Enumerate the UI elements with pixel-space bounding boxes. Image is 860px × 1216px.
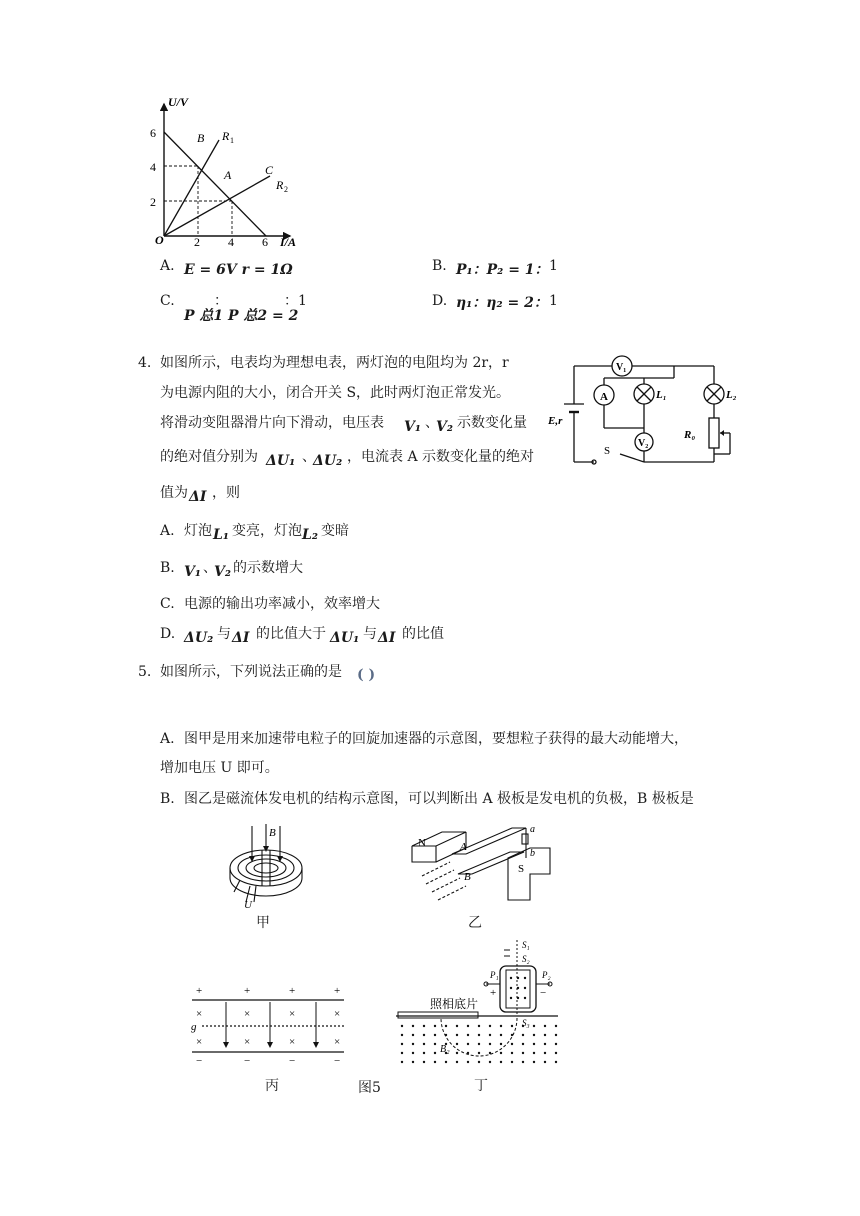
y-axis-label: U/V (168, 95, 189, 109)
q4-option-c-text: 电源的输出功率减小，效率增大 (184, 596, 380, 612)
r2-label: R (276, 178, 284, 192)
ding-s2-label: S₂ (522, 954, 530, 964)
field-dot (500, 1052, 502, 1054)
sym-v1: V₁ (184, 564, 201, 580)
r1-line (164, 140, 219, 236)
q4-option-d-text: 的比值大于 (256, 626, 326, 642)
yi-a-label: A (460, 841, 467, 853)
q5-number: 5. (138, 664, 152, 680)
svg-text:×: × (334, 1036, 341, 1048)
q4-option-a-text: 变暗 (321, 523, 349, 539)
sym-sep: 、 (302, 449, 316, 465)
yi-s-label: S (518, 863, 525, 875)
field-dot (467, 1052, 469, 1054)
ding-plus-label: + (490, 987, 497, 999)
field-dot (544, 1025, 546, 1027)
sym-di: ΔI (232, 630, 250, 646)
q3-option-a-eq: E = 6V r = 1Ω (184, 262, 293, 278)
q3-option-b-eq: P₁：P₂ = 1： (456, 262, 549, 278)
field-dot (434, 1025, 436, 1027)
field-dot (467, 1025, 469, 1027)
sym-sep: 、 (425, 415, 439, 431)
figure-caption: 图5 (358, 1080, 381, 1096)
q4-line-3a: 将滑动变阻器滑片向下滑动，电压表 (160, 415, 384, 431)
ding-p1-label: P₁ (490, 970, 499, 980)
source-label: E,r (548, 415, 563, 427)
q4-line-4b: ，电流表 A 示数变化量的绝对 (347, 449, 535, 465)
x-tick: 4 (228, 235, 234, 249)
field-dot (511, 1043, 513, 1045)
field-dot (544, 1052, 546, 1054)
q4-line-5a: 值为 (160, 485, 188, 501)
q3-option-b-label: B. (432, 258, 447, 274)
u-i-graph (140, 95, 320, 249)
svg-text:−: − (334, 1055, 341, 1067)
sym-du2: ΔU₂ (184, 630, 214, 646)
ammeter-label: A (600, 391, 608, 403)
q4-option-d-text: 的比值 (402, 626, 444, 642)
field-dot (456, 1043, 458, 1045)
ding-b-label: B₂ (440, 1044, 450, 1055)
q5-stem: 如图所示，下列说法正确的是 (160, 664, 342, 680)
r0-label: R₀ (684, 429, 696, 441)
sym-v1: V₁ (404, 419, 421, 435)
q4-line-2: 为电源内阻的大小，闭合开关 S，此时两灯泡正常发光。 (160, 385, 511, 401)
x-tick: 6 (262, 235, 268, 249)
field-dot (489, 1025, 491, 1027)
field-dot (533, 1043, 535, 1045)
yi-b-label: B (464, 871, 471, 883)
field-dot (489, 1052, 491, 1054)
q5-option-a-label: A. (160, 731, 175, 747)
q5-option-b-label: B. (160, 791, 175, 807)
cyclotron-figure (222, 820, 312, 910)
ding-p2-label: P₂ (542, 970, 551, 980)
field-dot (489, 1061, 491, 1063)
q4-option-a-text: 灯泡 (184, 523, 212, 539)
q4-option-d-label: D. (160, 626, 176, 642)
x-tick: 2 (194, 235, 200, 249)
sym-di: ΔI (378, 630, 396, 646)
circuit-diagram (544, 350, 737, 470)
ding-film-label: 照相底片 (430, 997, 479, 1011)
field-dot (555, 1061, 557, 1063)
y-tick: 6 (150, 126, 156, 140)
field-dot (401, 1052, 403, 1054)
field-dot (500, 1061, 502, 1063)
field-dot (544, 1061, 546, 1063)
q5-option-a-line-2: 增加电压 U 即可。 (160, 760, 279, 776)
svg-text:+: + (244, 985, 251, 997)
field-dot (522, 1043, 524, 1045)
field-dot (401, 1061, 403, 1063)
field-dot (467, 1061, 469, 1063)
v1-label: V₁ (616, 362, 627, 373)
field-dot (533, 1061, 535, 1063)
mhd-generator-figure (402, 818, 562, 910)
svg-text:2: 2 (284, 185, 288, 194)
origin-label: O (155, 233, 164, 247)
point-a-label: A (224, 168, 232, 182)
svg-text:+: + (196, 985, 203, 997)
svg-text:×: × (244, 1036, 251, 1048)
field-dot (489, 1043, 491, 1045)
svg-text:−: − (196, 1055, 203, 1067)
q5-option-b-line-1: 图乙是磁流体发电机的结构示意图，可以判断出 A 极板是发电机的负极，B 极板是 (184, 791, 694, 807)
field-dot (434, 1034, 436, 1036)
svg-text:×: × (289, 1036, 296, 1048)
q3-option-d-tail: 1 (549, 293, 558, 309)
field-dot (423, 1043, 425, 1045)
field-dot (456, 1052, 458, 1054)
q4-option-d-text: 与 (217, 626, 231, 642)
sym-di: ΔI (189, 489, 207, 505)
q3-option-c-label: C. (160, 293, 175, 309)
field-dot (555, 1034, 557, 1036)
point-b-label: B (197, 131, 205, 145)
q4-option-c-label: C. (160, 596, 175, 612)
q4-option-b-text: 的示数增大 (233, 560, 303, 576)
q4-line-1: 如图所示，电表均为理想电表，两灯泡的电阻均为 2r，r (160, 355, 509, 371)
fig-ding-label: 丁 (474, 1078, 488, 1094)
ding-minus-label: − (540, 987, 547, 999)
field-dot (423, 1061, 425, 1063)
field-dot (434, 1043, 436, 1045)
ding-s1-label: S₁ (522, 940, 530, 950)
field-dot (401, 1034, 403, 1036)
sym-du1: ΔU₁ (330, 630, 360, 646)
yi-b-small: b (530, 848, 535, 859)
sym-l1: L₁ (213, 527, 229, 543)
yi-a-small: a (530, 824, 535, 835)
field-dot (401, 1043, 403, 1045)
q3-option-b-tail: 1 (549, 258, 558, 274)
field-dot (511, 1025, 513, 1027)
q4-line-5b: ，则 (212, 485, 240, 501)
field-dot (478, 1034, 480, 1036)
field-dot (434, 1061, 436, 1063)
field-dot (511, 1061, 513, 1063)
field-dot (412, 1052, 414, 1054)
svg-text:−: − (289, 1055, 296, 1067)
field-dot (478, 1043, 480, 1045)
point-c-label: C (265, 163, 274, 177)
field-dot (412, 1061, 414, 1063)
q4-line-3b: 示数变化量 (457, 415, 527, 431)
q4-option-a-text: 变亮，灯泡 (232, 523, 302, 539)
q5-answer-paren: ( ) (357, 667, 376, 683)
field-dot (478, 1061, 480, 1063)
q4-number: 4. (138, 355, 152, 371)
fig-yi-label: 乙 (468, 915, 482, 931)
field-dot (555, 1025, 557, 1027)
l2-label: L₂ (726, 389, 737, 401)
field-dot (456, 1061, 458, 1063)
field-dot (445, 1025, 447, 1027)
field-dot (533, 1034, 535, 1036)
field-dot (456, 1034, 458, 1036)
svg-text:×: × (289, 1008, 296, 1020)
field-dot (401, 1025, 403, 1027)
bing-g-label: g (191, 1021, 197, 1033)
field-dot (511, 1034, 513, 1036)
x-axis-label: I/A (280, 235, 297, 249)
field-dot (445, 1034, 447, 1036)
svg-text:×: × (196, 1036, 203, 1048)
field-dot (423, 1034, 425, 1036)
field-dot (434, 1052, 436, 1054)
field-dot (500, 1043, 502, 1045)
field-dot (412, 1043, 414, 1045)
field-dot (533, 1052, 535, 1054)
q3-option-a-label: A. (160, 258, 175, 274)
q3-option-c-eq: P 总1 P 总2 = 2 (184, 308, 299, 324)
q4-option-d-text: 与 (363, 626, 377, 642)
field-dot (412, 1034, 414, 1036)
field-dot (478, 1025, 480, 1027)
field-dot (445, 1061, 447, 1063)
svg-text:×: × (244, 1008, 251, 1020)
field-dot (555, 1043, 557, 1045)
field-dot (500, 1034, 502, 1036)
field-dot (412, 1025, 414, 1027)
q3-option-c-colon: ： (214, 293, 228, 309)
mass-spectrometer-figure (392, 938, 562, 1070)
svg-text:1: 1 (230, 136, 234, 145)
q3-option-d-label: D. (432, 293, 448, 309)
field-dot (555, 1052, 557, 1054)
sym-v2: V₂ (214, 564, 231, 580)
ding-s3-label: S₃ (522, 1018, 530, 1028)
q3-option-d-eq: η₁：η₂ = 2： (456, 295, 548, 311)
field-dot (522, 1034, 524, 1036)
sym-v2: V₂ (436, 419, 453, 435)
svg-text:×: × (334, 1008, 341, 1020)
field-dot (522, 1061, 524, 1063)
field-dot (500, 1025, 502, 1027)
sym-du2: ΔU₂ (313, 453, 343, 469)
q4-option-a-label: A. (160, 523, 175, 539)
field-dot (423, 1025, 425, 1027)
sym-du1: ΔU₁ (266, 453, 296, 469)
velocity-selector-figure (186, 984, 348, 1068)
v2-label: V₂ (638, 438, 649, 449)
y-tick: 2 (150, 195, 156, 209)
field-dot (478, 1052, 480, 1054)
svg-text:−: − (244, 1055, 251, 1067)
q3-option-c-tail: ：1 (284, 293, 307, 309)
field-dot (511, 1052, 513, 1054)
jia-b-label: B (269, 827, 276, 839)
fig-jia-label: 甲 (256, 915, 270, 931)
svg-text:+: + (334, 985, 341, 997)
field-dot (544, 1043, 546, 1045)
field-dot (489, 1034, 491, 1036)
fig-bing-label: 丙 (265, 1078, 279, 1094)
l1-label: L₁ (656, 389, 667, 401)
field-dot (522, 1052, 524, 1054)
sym-sep: 、 (203, 560, 217, 576)
q5-option-a-line-1: 图甲是用来加速带电粒子的回旋加速器的示意图，要想粒子获得的最大动能增大， (184, 731, 688, 747)
r1-label: R (222, 129, 230, 143)
svg-text:+: + (289, 985, 296, 997)
q4-line-4a: 的绝对值分别为 (160, 449, 258, 465)
svg-text:×: × (196, 1008, 203, 1020)
switch-label: S (604, 445, 611, 457)
field-dot (544, 1034, 546, 1036)
sym-l2: L₂ (302, 527, 318, 543)
jia-u-label: U (244, 899, 252, 911)
field-dot (467, 1034, 469, 1036)
field-dot (423, 1052, 425, 1054)
y-tick: 4 (150, 160, 156, 174)
field-dot (533, 1025, 535, 1027)
yi-n-label: N (418, 837, 426, 849)
field-dot (456, 1025, 458, 1027)
field-dot (467, 1043, 469, 1045)
r2-line (164, 176, 270, 236)
q4-option-b-label: B. (160, 560, 175, 576)
